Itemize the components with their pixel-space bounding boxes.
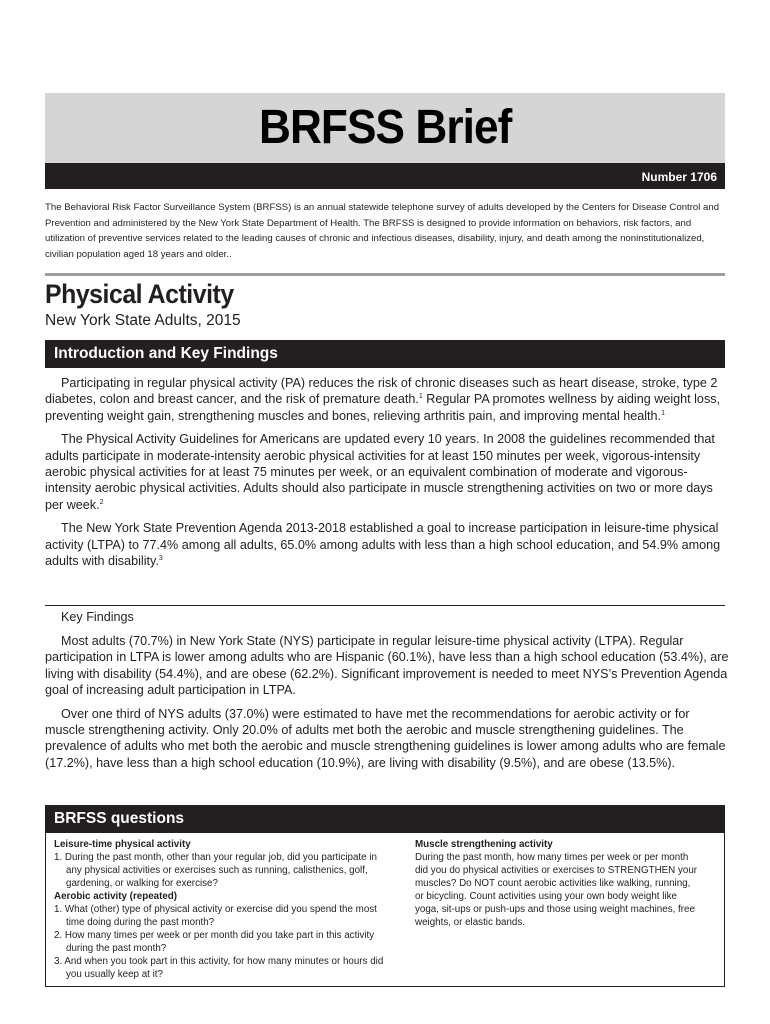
- brief-banner: [45, 93, 725, 163]
- muscle-question: During the past month, how many times per week or per month did you do physical activities or exercises to STRENGTHEN your muscles? Do NOT count aerobic activities like walking, running, or bicycling. Count activities using your own body weight like yoga, sit-ups or push-ups and those using weight machines, free weights, or elastic bands.: [415, 852, 698, 928]
- muscle-heading: Muscle strengthening activity: [415, 839, 553, 850]
- key-findings-heading: Key Findings: [61, 610, 134, 624]
- intro-body: [45, 375, 730, 576]
- brfss-description: The Behavioral Risk Factor Surveillance System (BRFSS) is an annual statewide telephone survey of adults developed by the Centers for Disease Control and Prevention and administered by the New York State Department of Health. The BRFSS is designed to provide information on behaviors, risk factors, and utilization of preventive services related to the leading causes of chronic and infectious diseases, disability, injury, and death among the noninstitutionalized, civilian population aged 18 years and older..: [45, 202, 720, 260]
- leisure-question-1: 1. During the past month, other than your regular job, did you participate in any physical activities or exercises such as running, calisthenics, golf, gardening, or walking for exercise?: [54, 852, 377, 889]
- questions-box: [45, 833, 725, 987]
- leisure-heading: Leisure-time physical activity: [54, 839, 191, 850]
- brief-title: BRFSS Brief: [258, 101, 512, 154]
- questions-left-column: [54, 838, 394, 981]
- aerobic-heading: Aerobic activity (repeated): [54, 891, 178, 902]
- key-findings-body: [45, 633, 730, 778]
- aerobic-question-3: 3. And when you took part in this activity, for how many minutes or hours did you usually keep at it?: [54, 956, 384, 980]
- intro-paragraph-3: The New York State Prevention Agenda 2013-2018 established a goal to increase participation in leisure-time physical activity (LTPA) to 77.4% among all adults, 65.0% among adults with less than a high school education, and 54.9% among adults with disability.$^3$: [45, 521, 721, 569]
- key-findings-paragraph-2: Over one third of NYS adults (37.0%) were estimated to have met the recommendations for aerobic activity or for muscle strengthening activity. Only 20.0% of adults met both the aerobic and muscle strengthening guidelines. The prevalence of adults who met both the aerobic and muscle strengthening guidelines is lower among adults who are female (17.2%), have less than a high school education (10.9%), are living with disability (9.5%), and are obese (13.5%).: [45, 706, 726, 770]
- section-heading-questions-label: BRFSS questions: [54, 810, 185, 827]
- page-subtitle: New York State Adults, 2015: [45, 312, 241, 329]
- questions-right-column: [415, 838, 700, 929]
- key-findings-divider: [45, 605, 725, 606]
- section-heading-intro: [45, 340, 725, 368]
- aerobic-question-1: 1. What (other) type of physical activity or exercise did you spend the most time doing during the past month?: [54, 904, 377, 928]
- divider: [45, 273, 725, 276]
- section-heading-intro-label: Introduction and Key Findings: [54, 345, 278, 362]
- intro-paragraph-2: The Physical Activity Guidelines for Americans are updated every 10 years. In 2008 the guidelines recommended that adults participate in moderate-intensity aerobic physical activities for at least 150 minutes per week, vigorous-intensity aerobic physical activities for at least 75 minutes per week, or an equivalent combination of moderate and vigorous-intensity aerobic physical activities. Adults should also participate in muscle strengthening activities on two or more days per week.$^2$: [45, 432, 715, 512]
- aerobic-question-2: 2. How many times per week or per month did you take part in this activity during the past month?: [54, 930, 375, 954]
- page-title: Physical Activity: [45, 279, 234, 309]
- key-findings-paragraph-1: Most adults (70.7%) in New York State (NYS) participate in regular leisure-time physical activity (LTPA). Regular participation in LTPA is lower among adults who are Hispanic (60.1%), have less than a high school education (53.4%), are living with disability (54.4%), and are obese (62.2%). Significant improvement is needed to meet NYS’s Prevention Agenda goal of increasing adult participation in LTPA.: [45, 634, 729, 698]
- issue-number-bar: [45, 163, 725, 189]
- intro-paragraph-1: Participating in regular physical activity (PA) reduces the risk of chronic diseases such as heart disease, stroke, type 2 diabetes, colon and breast cancer, and the risk of premature death.$^1$ Regular PA promotes wellness by aiding weight loss, preventing weight gain, strengthening muscles and bones, relieving arthritis pain, and improving mental health.$^1$: [45, 376, 721, 423]
- section-heading-questions: [45, 805, 725, 833]
- issue-number: Number 1706: [641, 170, 717, 184]
